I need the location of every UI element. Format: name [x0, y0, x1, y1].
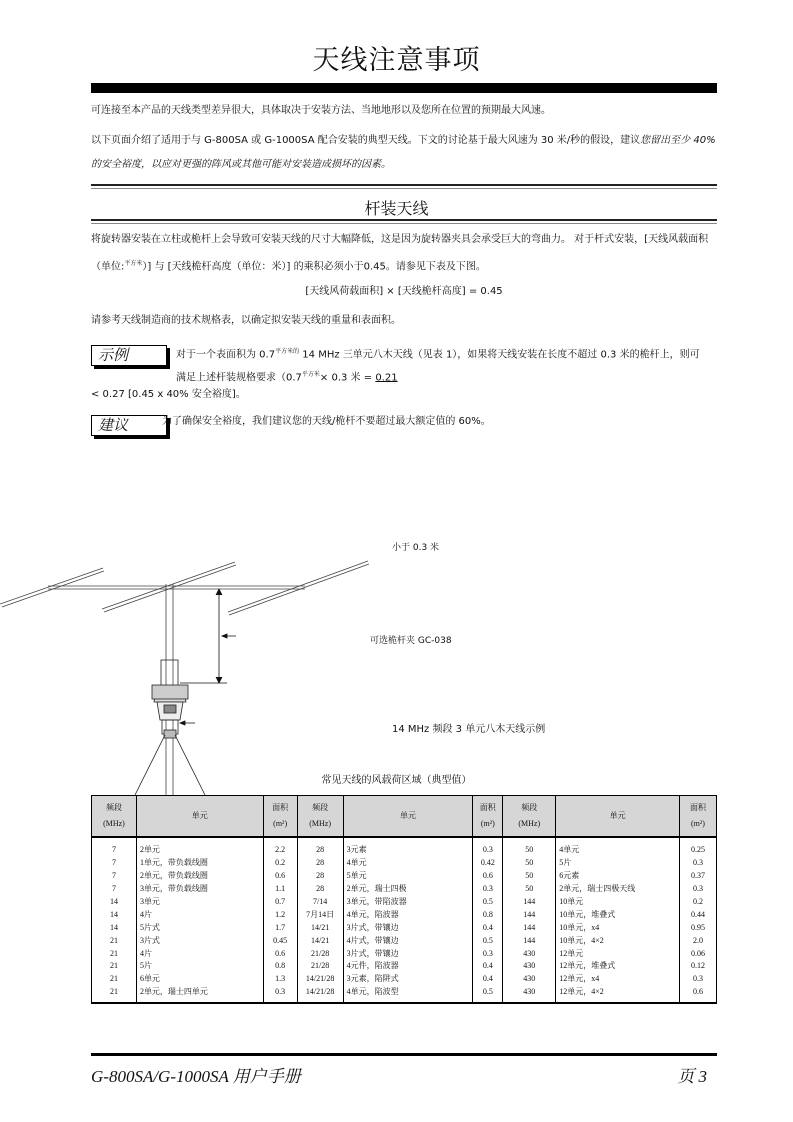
element-cell: 5片式 — [136, 921, 263, 934]
element-cell: 4片式，带镶边 — [343, 934, 473, 947]
column-header — [297, 796, 343, 838]
yagi-elements — [0, 561, 369, 615]
element-cell: 12单元，x4 — [556, 973, 680, 986]
band-cell: 14 — [92, 921, 137, 934]
element-cell: 2单元，瑞士四单元 — [136, 986, 263, 1003]
area-cell: 0.4 — [473, 921, 503, 934]
element-cell: 5片 — [136, 960, 263, 973]
column-header-unit: (m²) — [273, 819, 288, 828]
element-cell: 3单元，带负载线圈 — [136, 883, 263, 896]
area-cell: 0.7 — [263, 896, 297, 909]
table-row — [92, 908, 717, 921]
wind-load-table — [91, 795, 717, 1004]
column-header-label: 频段 — [312, 803, 329, 812]
element-cell: 3片式 — [136, 934, 263, 947]
element-cell: 12单元，4×2 — [556, 986, 680, 1003]
table-row — [92, 896, 717, 909]
example-label: 示例 — [91, 345, 167, 366]
area-cell: 1.1 — [263, 883, 297, 896]
text: 满足上述杆装规格要求（0.7 — [176, 372, 302, 384]
band-cell: 28 — [297, 857, 343, 870]
element-cell: 10单元，4×2 — [556, 934, 680, 947]
area-cell: 0.8 — [473, 908, 503, 921]
area-cell: 0.3 — [679, 973, 716, 986]
band-cell: 7 — [92, 883, 137, 896]
area-cell: 0.6 — [263, 947, 297, 960]
element-cell: 10单元，堆叠式 — [556, 908, 680, 921]
band-cell: 7 — [92, 857, 137, 870]
band-cell: 430 — [503, 986, 556, 1003]
area-cell: 0.3 — [473, 837, 503, 857]
column-header-label: 面积 — [272, 803, 289, 812]
area-cell: 0.2 — [263, 857, 297, 870]
area-cell: 0.6 — [679, 986, 716, 1003]
column-header — [679, 796, 716, 838]
band-cell: 14/21/28 — [297, 986, 343, 1003]
area-cell: 0.3 — [263, 986, 297, 1003]
figure-caption: 14 MHz 频段 3 单元八木天线示例 — [392, 724, 546, 735]
section-paragraph-2: 请参考天线制造商的技术规格表，以确定拟安装天线的重量和表面积。 — [91, 315, 401, 326]
title-rule — [91, 83, 717, 93]
table-row — [92, 837, 717, 857]
column-header — [503, 796, 556, 838]
table-row — [92, 960, 717, 973]
area-cell: 0.2 — [679, 896, 716, 909]
element-cell: 2单元，带负载线圈 — [136, 870, 263, 883]
area-cell: 1.3 — [263, 973, 297, 986]
table-row — [92, 986, 717, 1003]
area-cell: 0.42 — [473, 857, 503, 870]
column-header-label: 单元 — [609, 811, 626, 820]
band-cell: 14 — [92, 908, 137, 921]
section-rule-bottom — [91, 219, 717, 224]
intro-italic-text: 您留出至少 40% 的安全裕度，以应对更强的阵风或其他可能对安装造成损坏的因素。 — [91, 135, 716, 170]
area-cell: 0.45 — [263, 934, 297, 947]
unit-sup: 平方米的 — [275, 348, 300, 355]
element-cell: 1单元，带负载线圈 — [136, 857, 263, 870]
element-cell: 2单元，瑞士四极天线 — [556, 883, 680, 896]
band-cell: 7 — [92, 837, 137, 857]
band-cell: 7 — [92, 870, 137, 883]
band-cell: 21/28 — [297, 960, 343, 973]
example-line-3: < 0.27 [0.45 x 40% 安全裕度]。 — [91, 389, 246, 400]
band-cell: 430 — [503, 960, 556, 973]
area-cell: 0.5 — [473, 934, 503, 947]
band-cell: 144 — [503, 908, 556, 921]
band-cell: 21 — [92, 986, 137, 1003]
area-cell: 0.4 — [473, 960, 503, 973]
area-cell: 0.8 — [263, 960, 297, 973]
table-row — [92, 870, 717, 883]
column-header-unit: (MHz) — [518, 819, 541, 828]
element-cell: 3元素，陷阱式 — [343, 973, 473, 986]
band-cell: 28 — [297, 837, 343, 857]
element-cell: 3片式，带镶边 — [343, 947, 473, 960]
area-cell: 0.95 — [679, 921, 716, 934]
area-cell: 0.3 — [473, 947, 503, 960]
element-cell: 12单元 — [556, 947, 680, 960]
antenna-diagram — [0, 530, 460, 800]
column-header-label: 频段 — [521, 803, 538, 812]
result-value: 0.21 — [375, 372, 398, 384]
suggestion-label: 建议 — [91, 415, 167, 436]
section-paragraph-1 — [91, 228, 721, 279]
column-header-label: 面积 — [689, 803, 706, 812]
element-cell: 3单元，带陷波器 — [343, 896, 473, 909]
section-title: 杆装天线 — [364, 199, 429, 218]
band-cell: 430 — [503, 973, 556, 986]
table-row — [92, 973, 717, 986]
column-header-unit: (m²) — [691, 819, 705, 828]
element-cell: 10单元，x4 — [556, 921, 680, 934]
band-cell: 14/21 — [297, 921, 343, 934]
element-cell: 5单元 — [343, 870, 473, 883]
element-cell: 12单元，堆叠式 — [556, 960, 680, 973]
column-header — [343, 796, 473, 838]
band-cell: 14/21/28 — [297, 973, 343, 986]
arrow-icon — [222, 634, 236, 638]
area-cell: 0.6 — [263, 870, 297, 883]
band-cell: 50 — [503, 837, 556, 857]
area-cell: 2.2 — [263, 837, 297, 857]
page-title: 天线注意事项 — [312, 45, 481, 76]
area-cell: 0.3 — [679, 883, 716, 896]
column-header-unit: (m²) — [480, 819, 495, 828]
tripod — [135, 735, 205, 795]
element-cell: 6元素 — [556, 870, 680, 883]
table-row — [92, 934, 717, 947]
band-cell: 28 — [297, 883, 343, 896]
area-cell: 0.5 — [473, 896, 503, 909]
column-header — [473, 796, 503, 838]
area-cell: 0.6 — [473, 870, 503, 883]
band-cell: 21 — [92, 973, 137, 986]
footer-page-number: 页 3 — [677, 1067, 707, 1086]
area-cell: 0.3 — [679, 857, 716, 870]
element-cell: 4元件，陷波器 — [343, 960, 473, 973]
label-clamp: 可选桅杆夹 GC-038 — [370, 636, 452, 646]
footer-manual-title: G-800SA/G-1000SA 用户手册 — [91, 1067, 301, 1086]
area-cell: 0.37 — [679, 870, 716, 883]
element-cell: 4单元 — [556, 837, 680, 857]
intro-text: 以下页面介绍了适用于与 G-800SA 或 G-1000SA 配合安装的典型天线。下文的讨论基于最大风速为 30 米/秒的假设，建议 — [91, 135, 641, 146]
element-cell: 2单元 — [136, 837, 263, 857]
band-cell: 14/21 — [297, 934, 343, 947]
table-header-row — [92, 796, 717, 838]
element-cell: 4单元，陷波型 — [343, 986, 473, 1003]
area-cell: 0.44 — [679, 908, 716, 921]
unit-sup: 平方米 — [301, 371, 320, 378]
band-cell: 50 — [503, 857, 556, 870]
band-cell: 7/14 — [297, 896, 343, 909]
column-header — [92, 796, 137, 838]
rotator — [152, 660, 188, 738]
column-header-label: 频段 — [105, 803, 122, 812]
text: 将旋转器安装在立柱或桅杆上会导致可安装天线的尺寸大幅降低，这是因为旋转器夹具会承受巨大的弯曲力。 对于杆式安装，[天线风载面积（单位: — [91, 234, 709, 273]
formula: [天线风荷载面积] × [天线桅杆高度] = 0.45 — [305, 286, 503, 297]
unit-sup: 平方米 — [124, 260, 143, 267]
text: 14 MHz 三单元八木天线（见表 1），如果将天线安装在长度不超过 0.3 米的桅杆上，则可 — [299, 349, 700, 361]
band-cell: 21 — [92, 934, 137, 947]
area-cell: 0.12 — [679, 960, 716, 973]
table-row — [92, 857, 717, 870]
section-rule-top — [91, 184, 717, 189]
column-header — [263, 796, 297, 838]
label-height: 小于 0.3 米 — [392, 543, 440, 553]
table-row — [92, 883, 717, 896]
area-cell: 2.0 — [679, 934, 716, 947]
area-cell: 1.7 — [263, 921, 297, 934]
suggestion-text: 为了确保安全裕度，我们建议您的天线/桅杆不要超过最大额定值的 60%。 — [162, 416, 491, 427]
column-header — [556, 796, 680, 838]
footer-rule — [91, 1053, 717, 1056]
element-cell: 3单元 — [136, 896, 263, 909]
arrow-icon — [180, 721, 195, 725]
band-cell: 21 — [92, 947, 137, 960]
element-cell: 2单元，瑞士四极 — [343, 883, 473, 896]
intro-paragraph-1: 可连接至本产品的天线类型差异很大，具体取决于安装方法、当地地形以及您所在位置的预期最大风速。 — [91, 105, 551, 116]
band-cell: 50 — [503, 870, 556, 883]
area-cell: 0.4 — [473, 973, 503, 986]
area-cell: 0.06 — [679, 947, 716, 960]
area-cell: 0.5 — [473, 986, 503, 1003]
band-cell: 21/28 — [297, 947, 343, 960]
band-cell: 430 — [503, 947, 556, 960]
element-cell: 4片 — [136, 947, 263, 960]
band-cell: 144 — [503, 896, 556, 909]
table-row — [92, 947, 717, 960]
band-cell: 14 — [92, 896, 137, 909]
text: 对于一个表面积为 0.7 — [176, 349, 276, 361]
band-cell: 28 — [297, 870, 343, 883]
band-cell: 21 — [92, 960, 137, 973]
element-cell: 3片式，带镶边 — [343, 921, 473, 934]
intro-paragraph-2 — [91, 129, 721, 177]
column-header-unit: (MHz) — [309, 819, 331, 828]
element-cell: 4单元，陷波器 — [343, 908, 473, 921]
band-cell: 7月14日 — [297, 908, 343, 921]
column-header — [136, 796, 263, 838]
band-cell: 144 — [503, 921, 556, 934]
height-dimension — [180, 589, 227, 683]
band-cell: 50 — [503, 883, 556, 896]
area-cell: 1.2 — [263, 908, 297, 921]
element-cell: 6单元 — [136, 973, 263, 986]
element-cell: 5片 — [556, 857, 680, 870]
area-cell: 0.25 — [679, 837, 716, 857]
element-cell: 3元素 — [343, 837, 473, 857]
element-cell: 10单元 — [556, 896, 680, 909]
element-cell: 4单元 — [343, 857, 473, 870]
text: ）] 与 [天线桅杆高度（单位：米）] 的乘积必须小于0.45。请参见下表及下图。 — [142, 261, 486, 273]
column-header-label: 单元 — [191, 811, 208, 820]
column-header-unit: (MHz) — [103, 819, 125, 828]
column-header-label: 面积 — [479, 803, 496, 812]
area-cell: 0.3 — [473, 883, 503, 896]
text: × 0.3 米 = — [319, 372, 376, 384]
element-cell: 4片 — [136, 908, 263, 921]
table-row — [92, 921, 717, 934]
column-header-label: 单元 — [399, 811, 416, 820]
table-caption: 常见天线的风载荷区域（典型值） — [321, 775, 472, 786]
band-cell: 144 — [503, 934, 556, 947]
